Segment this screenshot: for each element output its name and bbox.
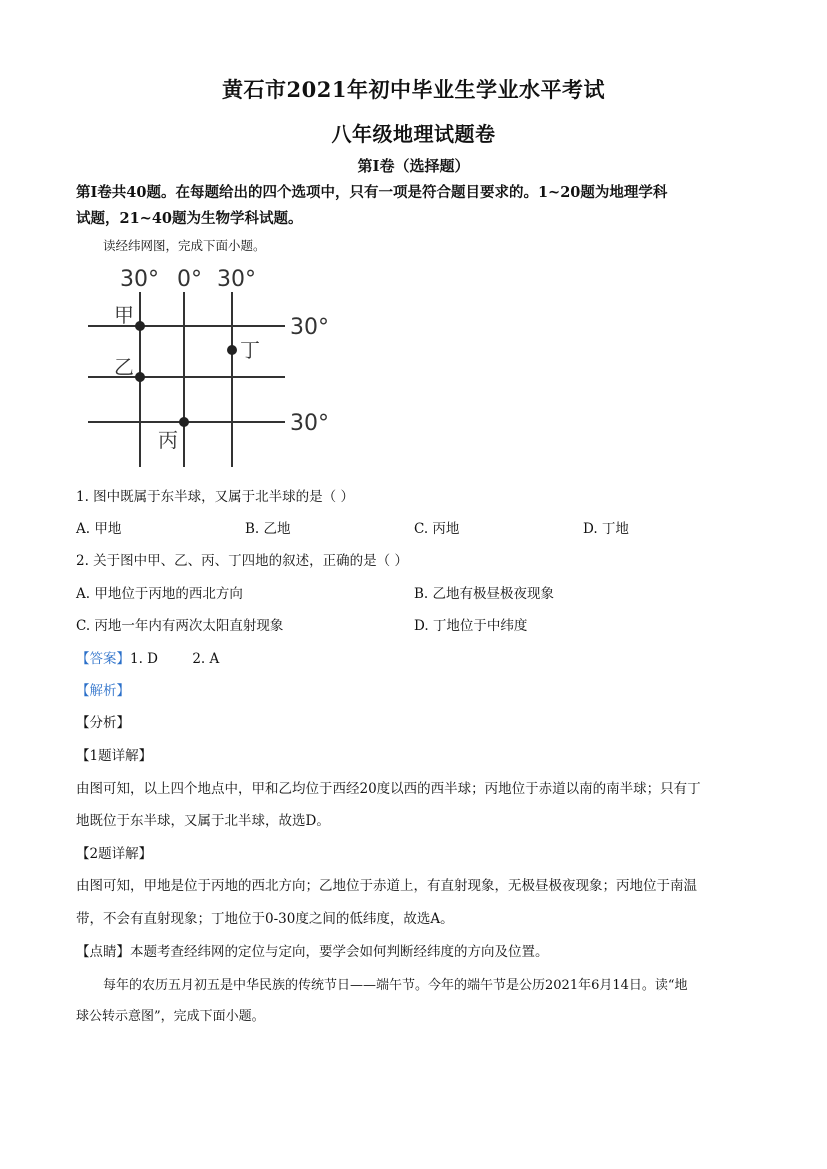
comment-line: 【点睛】本题考查经纬网的定位与定向，要学会如何判断经纬度的方向及位置。 [76,944,549,960]
question-2-stem: 2. 关于图中甲、乙、丙、丁四地的叙述，正确的是（ ） [76,553,408,569]
detail-2-line-1: 由图可知，甲地是位于丙地的西北方向；乙地位于赤道上，有直射现象，无极昼极夜现象；丙地位于南温 [76,878,697,894]
point-yi-label: 乙 [114,355,134,379]
answer-text: 1. D 2. A [130,651,220,667]
question-2-option-c: C. 丙地一年内有两次太阳直射现象 [76,618,284,634]
question-1-option-a: A. 甲地 [76,521,122,537]
detail-2-tag: 【2题详解】 [76,846,153,862]
answer-tag: 【答案】 [76,651,130,667]
page-subtitle: 八年级地理试题卷 [331,122,496,146]
longitude-label: 30° [217,267,256,292]
point-bing-dot [179,417,189,427]
question-1-option-d: D. 丁地 [583,521,629,537]
point-ding-dot [227,345,237,355]
detail-2-line-2: 带，不会有直射现象；丁地位于0-30度之间的低纬度，故选A。 [76,911,454,927]
instructions-line-1: 第Ⅰ卷共40题。在每题给出的四个选项中，只有一项是符合题目要求的。1~20题为地理学科 [76,184,668,201]
question-2-option-a: A. 甲地位于丙地的西北方向 [76,586,243,602]
instructions-line-2: 试题，21~40题为生物学科试题。 [76,210,303,227]
detail-1-line-1: 由图可知，以上四个地点中，甲和乙均位于西经20度以西的西半球；丙地位于赤道以南的南半球；只有丁 [76,781,701,797]
answer-line [76,647,219,667]
latitude-label: 30° [290,411,329,436]
question-2-option-d: D. 丁地位于中纬度 [414,618,528,634]
next-passage-line-1: 每年的农历五月初五是中华民族的传统节日——端午节。今年的端午节是公历2021年6月14日。读“地 [103,978,688,993]
point-ding-label: 丁 [240,338,260,362]
longitude-label: 30° [120,267,159,292]
point-jia-dot [135,321,145,331]
next-passage-line-2: 球公转示意图”，完成下面小题。 [76,1009,265,1024]
section-heading: 第Ⅰ卷（选择题） [357,157,470,175]
analysis-tag: 【解析】 [76,683,130,699]
question-1-option-c: C. 丙地 [414,521,460,537]
question-2-option-b: B. 乙地有极昼极夜现象 [414,586,555,602]
point-bing-label: 丙 [158,428,178,452]
question-1-stem: 1. 图中既属于东半球，又属于北半球的是（ ） [76,489,354,505]
longitude-label: 0° [177,267,202,292]
question-1-option-b: B. 乙地 [245,521,291,537]
detail-1-line-2: 地既位于东半球，又属于北半球，故选D。 [76,813,330,829]
point-yi-dot [135,372,145,382]
intro-text: 读经纬网图，完成下面小题。 [103,238,266,253]
point-jia-label: 甲 [114,303,134,327]
fenxi-tag: 【分析】 [76,715,130,731]
detail-1-tag: 【1题详解】 [76,748,153,764]
page-title: 黄石市2021年初中毕业生学业水平考试 [222,77,605,102]
latitude-label: 30° [290,315,329,340]
graticule-figure [80,262,350,472]
